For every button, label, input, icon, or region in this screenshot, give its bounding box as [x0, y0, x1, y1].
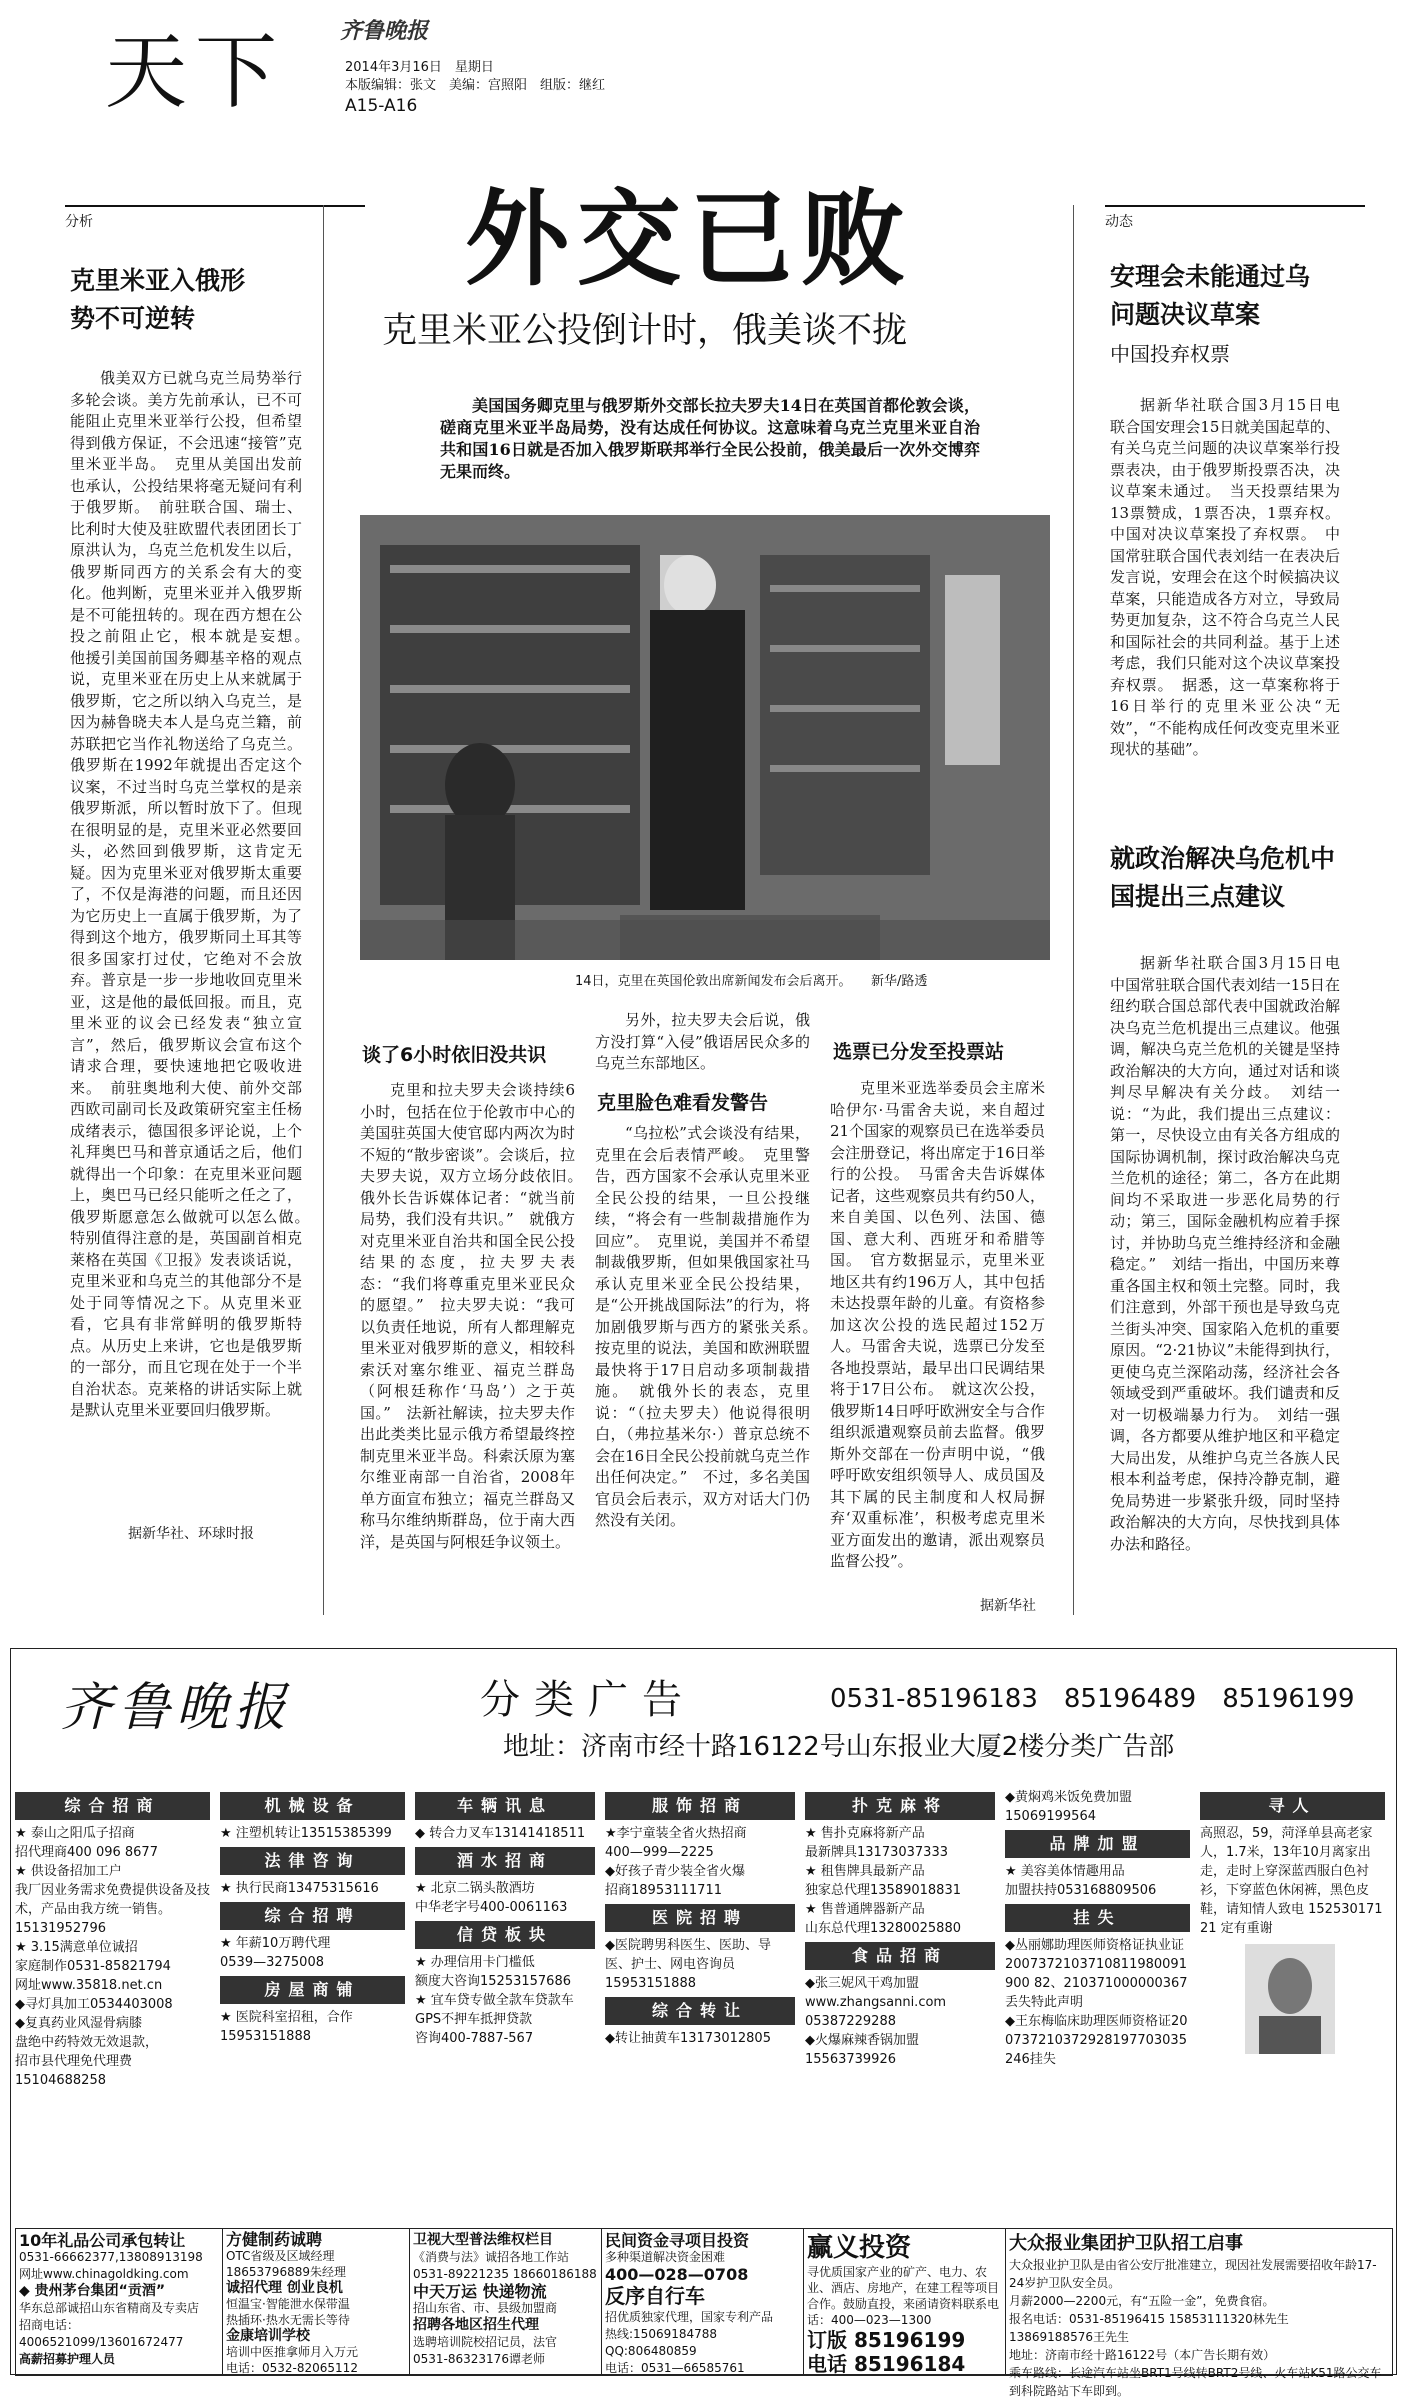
ad-item: ◆火爆麻辣香锅加盟	[805, 2033, 919, 2048]
ad-box	[601, 2228, 804, 2376]
ad-box-line: 热插环·热水无需长等待	[226, 2313, 350, 2327]
ad-box-line: 电话：0531—66585761	[605, 2361, 745, 2375]
missing-person-photo	[1245, 1944, 1335, 2054]
analysis-tag-label: 分析	[65, 214, 93, 230]
ad-badge: 品牌加盟	[1005, 1830, 1190, 1858]
subhead-talks: 谈了6小时依旧没共识	[362, 1044, 547, 1066]
un-title: 安理会未能通过乌问题决议草案	[1110, 262, 1311, 329]
ad-box-line: 电话：0532-82065112	[226, 2361, 358, 2375]
ad-item: 独家总代理13589018831	[805, 1883, 961, 1898]
ad-box-line: 恒温宝·智能泄水保带温	[226, 2297, 350, 2311]
ad-item: 中华老字号400-0061163	[415, 1900, 568, 1915]
ad-box-line: 培训中医推拿师月入万元	[226, 2345, 359, 2359]
ad-box-title: 民间资金寻项目投资	[605, 2231, 750, 2250]
ad-box-line: 网址www.chinagoldking.com	[19, 2267, 189, 2281]
col-ballots: 克里米亚选举委员会主席米哈伊尔·马雷舍夫说，来自超过21个国家的观察员已在选举委员会注册登记，将出席定于16日举行的公投。 马雷舍夫告诉媒体记者，这些观察员共有约50人，来自美国、以色列、法国、德国、意大利、西班牙和希腊等国。 官方数据显示，克里米亚地区共有约196万人，其中包括未达投票年龄的儿童。有资格参加这次公投的选民超过152万人。马雷舍夫说，选票已分发至各地投票站，最早出口民调结果将于17日公布。 就这次公投，俄罗斯14日呼吁欧洲安全与合作组织派遣观察员前去监督。俄罗斯外交部在一份声明中说，“俄呼吁欧安组织领导人、成员国及其下属的民主制度和人权局摒弃‘双重标准’，积极考虑克里米亚方面发出的邀请，派出观察员监督公投”。	[830, 1079, 1045, 1570]
ad-col-5	[805, 1788, 995, 2069]
proposal-title: 就政治解决乌危机中国提出三点建议	[1110, 844, 1336, 911]
ad-box-line: 多种渠道解决资金困难	[605, 2250, 726, 2264]
ad-badge: 信贷板块	[415, 1921, 595, 1949]
ad-item: ◆王东梅临床助理医师资格证200737210372928197703035246挂失	[1005, 2014, 1188, 2067]
ad-badge: 法律咨询	[220, 1847, 405, 1875]
ad-box	[1005, 2228, 1393, 2398]
ad-item: ◆ 转合力叉车13141418511	[415, 1826, 586, 1841]
ad-item: 400—999—2225	[605, 1845, 714, 1860]
subhead-ballots: 选票已分发至投票站	[833, 1041, 1005, 1063]
ad-box-line: 反序自行车	[605, 2284, 705, 2308]
ad-item: 招商18953111711	[605, 1883, 722, 1898]
ad-item: ★ 年薪10万聘代理	[220, 1936, 331, 1951]
ad-item: ★ 泰山之阳瓜子招商	[15, 1826, 135, 1841]
ad-box-line: 金康培训学校	[226, 2328, 310, 2344]
ad-item: 咨询400-7887-567	[415, 2031, 534, 2046]
ad-box-line: 招山东省、市、县级加盟商	[413, 2301, 558, 2315]
ad-col-7	[1200, 1788, 1385, 2054]
ad-box-line: 寻优质国家产业的矿产、电力、农业、酒店、房地产，在建工程等项目合作。鼓励直投，来函请资料联系电话：400—023—1300	[807, 2265, 1000, 2327]
ad-box-line: 0531-89221235 18660186188	[413, 2267, 597, 2281]
ad-item: 招市县代理免代理费	[15, 2054, 133, 2069]
ad-box-line: 诚招代理 创业良机	[226, 2280, 343, 2296]
ad-badge: 综合转让	[605, 1997, 795, 2025]
ad-badge: 机械设备	[220, 1792, 405, 1820]
ad-item: ★ 注塑机转让13515385399	[220, 1826, 392, 1841]
divider	[1073, 205, 1074, 1615]
ad-box-title: 赢义投资	[807, 2233, 912, 2263]
col-talks: 克里和拉夫罗夫会谈持续6小时，包括在位于伦敦市中心的美国驻英国大使官邸内两次为时不短的“散步密谈”。会谈后，拉夫罗夫说，双方立场分歧依旧。 俄外长告诉媒体记者：“就当前局势，我们没有共识。” 就俄方对克里米亚自治共和国全民公投结果的态度，拉夫罗夫表态：“我们将尊重克里米亚民众的愿望。” 拉夫罗夫说：“我可以负责任地说，所有人都理解克里米亚对俄罗斯的意义，相较科索沃对塞尔维亚、福克兰群岛（阿根廷称作‘马岛’）之于英国。” 法新社解读，拉夫罗夫作出此类类比显示俄方希望最终控制克里米亚半岛。科索沃原为塞尔维亚南部一自治省，2008年单方面宣布独立；福克兰群岛又称马尔维纳斯群岛，位于南大西洋，是英国与阿根廷争议领土。	[360, 1081, 591, 1551]
ad-item: 最新牌具13173037333	[805, 1845, 948, 1860]
ad-badge: 综合招聘	[220, 1902, 405, 1930]
main-subheadline: 克里米亚公投倒计时，俄美谈不拢	[382, 311, 908, 351]
ad-col-3	[415, 1788, 595, 2048]
ballots-source: 据新华社	[980, 1598, 1036, 1614]
ad-item: ◆寻灯具加工0534403008	[15, 1997, 173, 2012]
ad-item: ◆好孩子青少装全省火爆	[605, 1864, 745, 1879]
ad-badge: 扑克麻将	[805, 1792, 995, 1820]
ad-box-line: 电话 85196184	[807, 2352, 966, 2376]
ad-box	[222, 2228, 410, 2376]
ad-item: 15953151888	[605, 1976, 696, 1991]
main-headline: 外交已败	[465, 178, 914, 300]
analysis-body: 俄美双方已就乌克兰局势举行多轮会谈。美方先前承认，已不可能阻止克里米亚举行公投，但希望得到俄方保证，不会迅速“接管”克里米亚半岛。 克里从美国出发前也承认，公投结果将毫无疑问有利于俄罗斯。 前驻联合国、瑞士、比利时大使及驻欧盟代表团团长丁原洪认为，乌克兰危机发生以后，俄罗斯同西方的关系会有大的变化。他判断，克里米亚并入俄罗斯是不可能扭转的。现在西方想在公投之前阻止它，根本就是妄想。 他援引美国前国务卿基辛格的观点说，克里米亚在历史上从来就属于俄罗斯，它之所以纳入乌克兰，是因为赫鲁晓夫本人是乌克兰籍，前苏联把它当作礼物送给了乌克兰。俄罗斯在1992年就提出否定这个议案，不过当时乌克兰掌权的是亲俄罗斯派，所以暂时放下了。但现在很明显的是，克里米亚必然要回头，必然回到俄罗斯，这肯定无疑。因为克里米亚对俄罗斯太重要了，不仅是海港的问题，而且还因为它历史上一直属于俄罗斯，为了得到这个地方，俄罗斯同土耳其等很多国家打过仗，它绝对不会放弃。普京是一步一步地收回克里米亚，这是他的最低回报。而且，克里米亚的议会已经发表“独立宣言”，然后，俄罗斯议会宣布这个请求合理，要快速地把它吸收进来。 前驻奥地利大使、前外交部西欧司副司长及政策研究室主任杨成绪表示，德国很多评论说，上个礼拜奥巴马和普京通话之后，他们就得出一个印象：在克里米亚问题上，奥巴马已经只能听之任之了，俄罗斯愿意怎么做就可以怎么做。 特别值得注意的是，英国副首相克莱格在英国《卫报》发表谈话说，克里米亚和乌克兰的其他部分不是处于同等情况之下。从克里米亚看，它具有非常鲜明的俄罗斯特点。从历史上来讲，它也是俄罗斯的一部分，而且它现在处于一个半自治状态。克莱格的讲话实际上就是默认克里米亚要回归俄罗斯。	[70, 369, 318, 1419]
proposal-body: 据新华社联合国3月15日电 中国常驻联合国代表刘结一15日在纽约联合国总部代表中国就政治解决乌克兰危机提出三点建议。他强调，解决乌克兰危机的关键是坚持政治解决的大方向，通过对话和谈判尽早解决有关分歧。 刘结一说：“为此，我们提出三点建议：第一，尽快设立由有关各方组成的国际协调机制，探讨政治解决乌克兰危机的途径；第二，各方在此期间均不采取进一步恶化局势的行动；第三，国际金融机构应着手探讨，并协助乌克兰维持经济和金融稳定。” 刘结一指出，中国历来尊重各国主权和领土完整。同时，我们注意到，外部干预也是导致乌克兰街头冲突、国家陷入危机的重要原因。“2·21协议”未能得到执行，更使乌克兰深陷动荡，经济社会各领域受到严重破坏。我们谴责和反对一切极端暴力行为。 刘结一强调，各方都要从维护地区和平稳定大局出发，从维护乌克兰各族人民根本利益考虑，保持冷静克制，避免局势进一步紧张升级，同时坚持政治解决的大方向，尽快找到具体办法和路径。	[1110, 954, 1356, 1553]
ads-logo: 齐鲁晚报	[60, 1678, 293, 1738]
ad-badge: 车辆讯息	[415, 1792, 595, 1820]
ad-item: 2007372103710811980091900 82、210371000000367丢失特此声明	[1005, 1957, 1188, 2010]
main-lead: 美国国务卿克里与俄罗斯外交部长拉夫罗夫14日在英国首都伦敦会谈，磋商克里米亚半岛局势，没有达成任何协议。这意味着乌克兰克里米亚自治共和国16日就是否加入俄罗斯联邦举行全民公投前，俄美最后一次外交博弈无果而终。	[440, 396, 980, 481]
ad-box-line: 华东总部诚招山东省精商及专卖店	[19, 2301, 200, 2315]
ad-item: 15069199564	[1005, 1809, 1096, 1824]
ad-item: 0539—3275008	[220, 1955, 324, 1970]
analysis-source: 据新华社、环球时报	[128, 1526, 254, 1542]
ad-item: ★ 租售牌具最新产品	[805, 1864, 925, 1879]
ad-box-line: 0531-86323176谭老师	[413, 2352, 545, 2366]
ad-badge: 综合招商	[15, 1792, 210, 1820]
ad-item: ★ 3.15满意单位诚招	[15, 1940, 138, 1955]
ad-box-line: 400—028—0708	[605, 2265, 749, 2284]
ad-item: 15953151888	[220, 2029, 311, 2044]
ad-item: ★ 售扑克麻将新产品	[805, 1826, 925, 1841]
ad-item: 15563739926	[805, 2052, 896, 2067]
ad-item: ◆张三妮风干鸡加盟	[805, 1976, 919, 1991]
un-body: 据新华社联合国3月15日电 联合国安理会15日就美国起草的、有关乌克兰问题的决议草案举行投票表决，由于俄罗斯投票否决，决议草案未通过。 当天投票结果为13票赞成，1票否决，1票弃权。中国对决议草案投了弃权票。 中国常驻联合国代表刘结一在表决后发言说，安理会在这个时候搞决议草案，只能造成各方对立，导致局势更加复杂，这不符合乌克兰人民和国际社会的共同利益。基于上述考虑，我们只能对这个决议草案投弃权票。 据悉，这一草案称将于16日举行的克里米亚公决“无效”，“不能构成任何改变克里米亚现状的基础”。	[1110, 396, 1356, 758]
ad-col-2	[220, 1788, 405, 2046]
ad-item: 加盟扶持053168809506	[1005, 1883, 1157, 1898]
ad-item: ◆转让抽黄车13173012805	[605, 2031, 771, 2046]
ad-box	[803, 2228, 1006, 2376]
page-range: A15-A16	[345, 96, 418, 116]
ad-box-line: 选聘培训院校招记员，法官	[413, 2335, 558, 2349]
ad-item: ★ 执行民商13475315616	[220, 1881, 379, 1896]
photo-illustration	[360, 515, 1050, 960]
ad-badge: 食品招商	[805, 1942, 995, 1970]
col-lavrov-note: 另外，拉夫罗夫会后说，俄方没打算“入侵”俄语居民众多的乌克兰东部地区。	[595, 1011, 810, 1072]
ad-item: ★ 北京二锅头散酒坊	[415, 1881, 535, 1896]
ad-box	[409, 2228, 602, 2376]
ad-item: ★ 办理信用卡门槛低	[415, 1955, 535, 1970]
ad-box	[15, 2228, 223, 2376]
ad-item: 我厂因业务需求免费提供设备及技术，产品由我方统一销售。15131952796	[15, 1883, 211, 1936]
ad-box-title: 10年礼品公司承包转让	[19, 2231, 186, 2250]
ad-item: 盘绝中药特效无效退款，	[15, 2035, 159, 2050]
ad-badge: 挂失	[1005, 1904, 1190, 1932]
news-photo	[360, 515, 1050, 960]
subhead-warning: 克里脸色难看发警告	[597, 1092, 769, 1114]
missing-person-text: 高照忍，59，菏泽单县高老家人，1.7米，13年10月离家出走，走时上穿深蓝西服白色衬衫，下穿蓝色休闲裤，黑色皮鞋，请知情人致电 15253017121 定有重谢	[1200, 1826, 1383, 1936]
ad-box-line: 大众报业护卫队是由省公安厅批准建立，现因社发展需要招收年龄17-24岁护卫队安全员。	[1009, 2258, 1377, 2290]
ads-address: 地址：济南市经十路16122号山东报业大厦2楼分类广告部	[503, 1732, 1175, 1762]
ad-box-title: 大众报业集团护卫队招工启事	[1009, 2233, 1243, 2254]
ad-item: ★ 宜车贷专做全款车贷款车	[415, 1993, 574, 2008]
ad-box-line: 0531-66662377,13808913198	[19, 2250, 203, 2264]
ad-box-line: 中天万运 快递物流	[413, 2282, 547, 2301]
ad-badge: 服饰招商	[605, 1792, 795, 1820]
ad-box-line: 订版 85196199	[807, 2328, 966, 2352]
analysis-tag	[65, 205, 365, 231]
ad-box-line: 月薪2000—2200元，有“五险一金”，免费食宿。	[1009, 2294, 1275, 2308]
ad-col-6	[1005, 1788, 1190, 2069]
divider	[323, 205, 324, 1615]
col-warning: “乌拉松”式会谈没有结果，克里在会后表情严峻。 克里警告，西方国家不会承认克里米亚全民公投的结果，一旦公投继续，“将会有一些制裁措施作为回应”。 克里说，美国并不希望制裁俄罗斯，但如果俄国家社马承认克里米亚全民公投结果，是“公开挑战国际法”的行为，将加剧俄罗斯与西方的紧张关系。 按克里的说法，美国和欧洲联盟最快将于17日启动多项制裁措施。 就俄外长的表态，克里说：“（拉夫罗夫）他说得很明白，（弗拉基米尔·）普京总统不会在16日全民公投前就乌克兰作出任何决定。” 不过，多名美国官员会后表示，双方对话大门仍然没有关闭。	[595, 1124, 826, 1529]
ad-badge: 酒水招商	[415, 1847, 595, 1875]
ad-col-1	[15, 1788, 210, 2090]
ad-item: 山东总代理13280025880	[805, 1921, 961, 1936]
ad-item: ★ 医院科室招租，合作	[220, 2010, 353, 2025]
ad-item: www.zhangsanni.com	[805, 1995, 947, 2010]
ad-box-line: 报名电话：0531-85196415 15853111320林先生	[1009, 2312, 1289, 2326]
ad-item: ★ 美容美体情趣用品	[1005, 1864, 1125, 1879]
ad-box-line: OTC省级及区域经理	[226, 2249, 335, 2263]
dynamic-tag	[1105, 205, 1365, 231]
ad-badge: 寻人	[1200, 1792, 1385, 1820]
ad-item: GPS不押车抵押贷款	[415, 2012, 533, 2027]
dynamic-tag-label: 动态	[1105, 214, 1133, 230]
date-line: 2014年3月16日 星期日	[345, 60, 494, 75]
ad-box-line: 热线:15069184788 QQ:806480859	[605, 2327, 718, 2358]
ad-box-line: 地址：济南市经十路16122号（本广告长期有效）	[1009, 2348, 1276, 2362]
analysis-title: 克里米亚入俄形势不可逆转	[70, 266, 246, 333]
ad-item: ★李宁童装全省火热招商	[605, 1826, 747, 1841]
editors-line: 本版编辑：张文 美编：宫照阳 组版：继红	[345, 78, 606, 93]
ad-col-4	[605, 1788, 795, 2048]
ad-item: 网址www.35818.net.cn	[15, 1978, 163, 1993]
ad-box-title: 卫视大型普法维权栏目	[413, 2232, 553, 2248]
ad-box-line: 高薪招募护理人员	[19, 2352, 116, 2366]
ads-phones: 0531-85196183 85196489 85196199	[830, 1684, 1355, 1714]
ad-item: 家庭制作0531-85821794	[15, 1959, 171, 1974]
ad-item: ★ 售普通牌器新产品	[805, 1902, 925, 1917]
ad-badge: 医院招聘	[605, 1904, 795, 1932]
ad-box-line: 乘车路线：长途汽车站坐BRT1号线转BRT2号线、火车站K51路公交车到科院路站下车即到。	[1009, 2366, 1382, 2398]
ad-item: 额度大咨询15253157686	[415, 1974, 571, 1989]
ad-item: 15104688258	[15, 2073, 106, 2088]
ad-box-line: 18653796889朱经理	[226, 2265, 346, 2279]
ad-box-line: 招优质独家代理，国家专利产品	[605, 2310, 774, 2324]
un-subtitle: 中国投弃权票	[1110, 342, 1230, 366]
ad-box-line: 招商电话：4006521099/13601672477	[19, 2318, 184, 2349]
ad-item: 招代理商400 096 8677	[15, 1845, 158, 1860]
ad-box-line: 《消费与法》诚招各地工作站	[413, 2250, 570, 2264]
ad-item: ◆黄焖鸡米饭免费加盟	[1005, 1790, 1132, 1805]
ad-item: 05387229288	[805, 2014, 896, 2029]
ad-box-line: ◆ 贵州茅台集团“贡酒”	[19, 2283, 166, 2299]
ad-box-line: 13869188576王先生	[1009, 2330, 1129, 2344]
ad-box-title: 方健制药诚聘	[226, 2230, 323, 2249]
ads-title: 分类广告	[480, 1677, 696, 1723]
ad-badge: 房屋商铺	[220, 1976, 405, 2004]
ad-item: ◆丛丽娜助理医师资格证执业证	[1005, 1938, 1184, 1953]
paper-logo: 齐鲁晚报	[340, 18, 429, 44]
ad-item: ◆复真药业风湿骨病膝	[15, 2016, 142, 2031]
section-title: 天下	[105, 25, 286, 120]
ad-item: ★ 供设备招加工户	[15, 1864, 122, 1879]
photo-caption: 14日，克里在英国伦敦出席新闻发布会后离开。 新华/路透	[575, 974, 928, 989]
ad-item: ◆医院聘男科医生、医助、导医、护士、网电咨询员	[605, 1938, 771, 1972]
ad-box-line: 招聘各地区招生代理	[413, 2317, 539, 2333]
